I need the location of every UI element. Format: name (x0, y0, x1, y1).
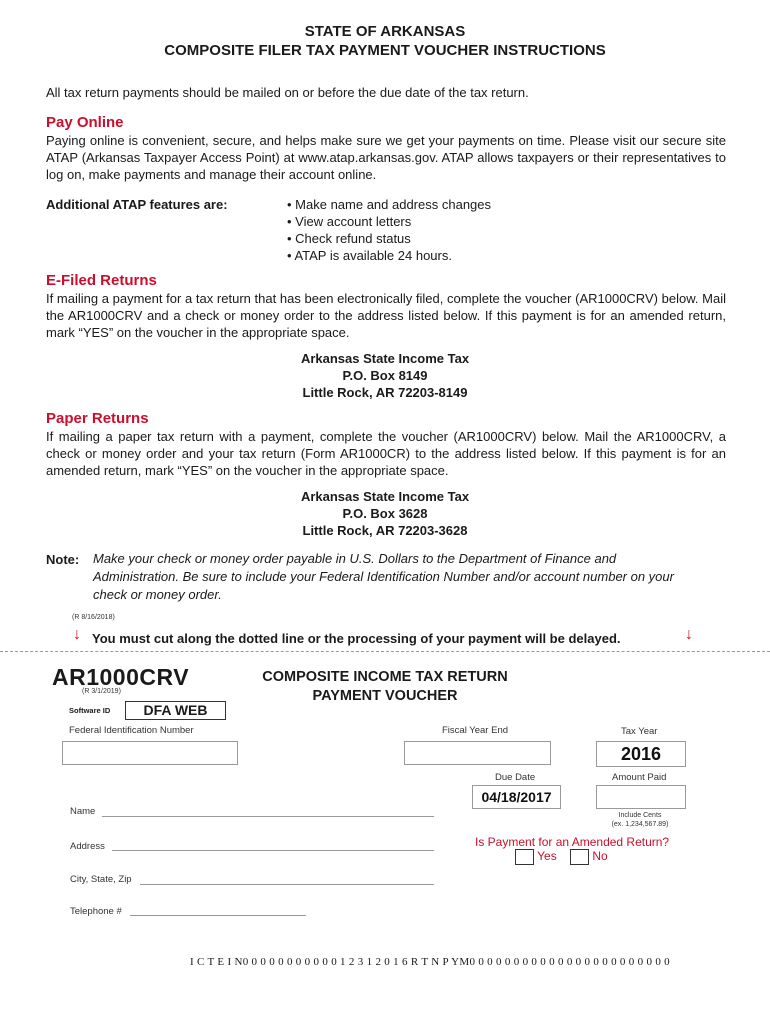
scanline: I C T E I N0 0 0 0 0 0 0 0 0 0 0 1 2 3 1 2 0 1 6 R T N P YM0 0 0 0 0 0 0 0 0 0 0 0 0 0 0 0 0 0 0 0 0 0 0 (190, 956, 670, 968)
tax-year-value[interactable]: 2016 (596, 741, 686, 767)
no-checkbox[interactable] (570, 849, 589, 865)
down-arrow-icon: ↓ (73, 626, 81, 643)
efiled-address-line3: Little Rock, AR 72203-8149 (302, 385, 468, 400)
efiled-address-line1: Arkansas State Income Tax (300, 351, 470, 366)
software-id-label: Software ID (69, 706, 111, 715)
page-title-line2: COMPOSITE FILER TAX PAYMENT VOUCHER INSTRUCTIONS (164, 42, 606, 59)
fein-label: Federal Identification Number (69, 725, 194, 736)
telephone-label: Telephone # (70, 906, 122, 917)
note-label: Note: (46, 552, 80, 567)
paper-body: If mailing a paper tax return with a payment, complete the voucher (AR1000CRV) below. Mail the AR1000CRV, a check or money order and your tax return (Form AR1000CR) to the address listed below. If this payment is for an amended return, mark “YES” on the voucher in the appropriate space. (46, 429, 726, 478)
paper-heading: Paper Returns (46, 410, 149, 427)
due-date-label: Due Date (495, 772, 536, 783)
pay-online-heading: Pay Online (46, 114, 124, 131)
fiscal-year-end-label: Fiscal Year End (442, 725, 509, 736)
note-text: Make your check or money order payable in U.S. Dollars to the Department of Finance and Administration. Be sure to include your Federal Identification Number and/or account number on your check or money order. (93, 551, 674, 602)
list-item: • Check refund status (287, 231, 411, 246)
fein-input[interactable] (62, 741, 238, 765)
name-label: Name (70, 806, 96, 817)
address-field[interactable] (112, 850, 434, 851)
city-state-zip-label: City, State, Zip (70, 874, 132, 885)
pay-online-body: Paying online is convenient, secure, and helps make sure we get your payments on time. Please visit our secure site ATAP (Arkansas Taxpayer Access Point) at www.atap.arkansas.gov. ATAP allows taxpayers or their representatives to log on, make payments and manage their account online. (46, 133, 726, 182)
amended-no-option[interactable] (570, 849, 608, 865)
fiscal-year-end-input[interactable] (404, 741, 551, 765)
address-label: Address (70, 841, 105, 852)
down-arrow-icon: ↓ (685, 626, 693, 643)
list-item: • Make name and address changes (287, 197, 492, 212)
form-id: AR1000CRV (52, 664, 190, 690)
efiled-heading: E-Filed Returns (46, 272, 157, 289)
list-item: • ATAP is available 24 hours. (287, 248, 452, 263)
atap-features-list (287, 196, 491, 264)
cut-line (0, 651, 770, 652)
include-cents-note: Include Cents (618, 812, 662, 819)
form-revision: (R 3/1/2019) (82, 688, 121, 695)
amount-paid-input[interactable] (596, 785, 686, 809)
paper-address-line1: Arkansas State Income Tax (300, 489, 470, 504)
paper-address-line3: Little Rock, AR 72203-3628 (302, 523, 468, 538)
amended-yes-option[interactable] (515, 849, 557, 865)
voucher-title-line1: COMPOSITE INCOME TAX RETURN (262, 669, 508, 685)
city-state-zip-field[interactable] (140, 884, 434, 885)
yes-checkbox[interactable] (515, 849, 534, 865)
revision-date: (R 8/16/2018) (72, 614, 115, 621)
efiled-body: If mailing a payment for a tax return that has been electronically filed, complete the voucher (AR1000CRV) below. Mail the AR1000CRV and a check or money order to the address listed below. If this payment is for an amended return, mark “YES” on the voucher in the appropriate space. (46, 291, 726, 340)
efiled-address-line2: P.O. Box 8149 (342, 368, 428, 383)
atap-features-label: Additional ATAP features are: (46, 197, 228, 212)
paper-address-line2: P.O. Box 3628 (342, 506, 428, 521)
amended-question: Is Payment for an Amended Return? (475, 835, 670, 849)
list-item: • View account letters (287, 214, 412, 229)
tax-year-label: Tax Year (621, 726, 658, 737)
amount-paid-label: Amount Paid (612, 772, 667, 783)
intro-text: All tax return payments should be mailed on or before the due date of the tax return. (46, 85, 529, 100)
telephone-field[interactable] (130, 915, 306, 916)
software-id-value: DFA WEB (125, 701, 226, 720)
due-date-value: 04/18/2017 (472, 785, 561, 809)
page-title-line1: STATE OF ARKANSAS (304, 23, 466, 40)
name-field[interactable] (102, 816, 434, 817)
include-cents-example: (ex. 1,234,567.89) (611, 821, 669, 828)
no-label: No (592, 849, 608, 864)
yes-label: Yes (537, 849, 557, 864)
voucher-title-line2: PAYMENT VOUCHER (312, 688, 458, 704)
cut-warning: You must cut along the dotted line or the processing of your payment will be delayed. (92, 631, 621, 646)
